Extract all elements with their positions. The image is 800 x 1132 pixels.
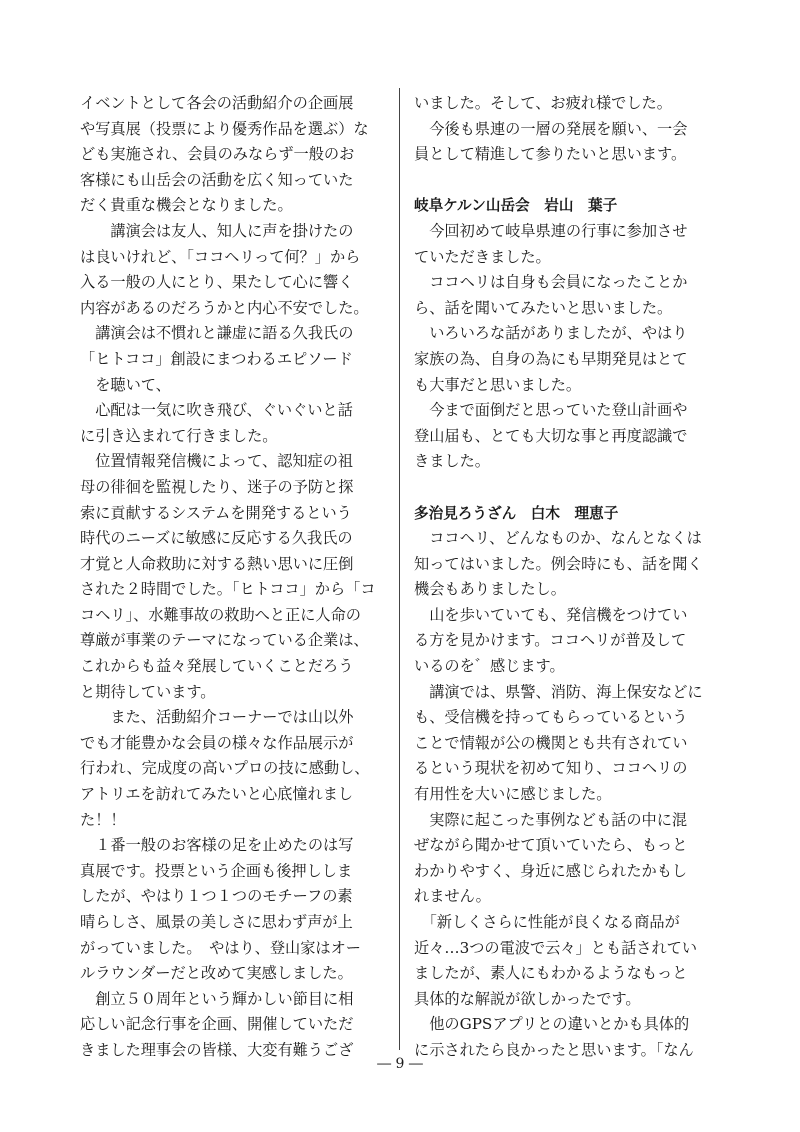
text-line: コヘリ」、水難事故の救助へと正に人命の: [80, 605, 361, 624]
text-line: 知ってはいました。例会時にも、話を聞く: [414, 554, 703, 573]
text-line: がっていました。 やはり、登山家はオー: [80, 938, 361, 957]
text-line: ども実施され、会員のみならず一般のお: [80, 145, 355, 164]
text-line: ら、話を聞いてみたいと思いました。: [414, 298, 673, 317]
text-line: いろいろな話がありましたが、やはり: [414, 324, 688, 343]
text-line: イベントとして各会の活動紹介の企画展: [80, 94, 354, 112]
text-line: 「ヒトココ」創設にまつわるエピソード: [80, 349, 353, 368]
text-line: は良いけれど、「ココヘリって何？」から: [80, 247, 361, 266]
text-line: ココヘリ、どんなものか、なんとなくは: [414, 529, 702, 548]
section-heading-shiraki: 多治見ろうざん 白木 理恵子: [414, 504, 619, 522]
left-column: [80, 91, 385, 1064]
text-line: に示されたら良かったと思います。「なん: [414, 1040, 694, 1059]
text-line: と期待しています。: [80, 682, 216, 701]
text-line: 員として精進して参りたいと思います。: [414, 145, 687, 164]
text-line: だく貴重な機会となりました。: [80, 196, 293, 215]
text-line: いるのを゛感じます。: [414, 657, 565, 676]
text-line: きました理事会の皆様、大変有難うござ: [80, 1040, 354, 1059]
right-column: [414, 91, 724, 1064]
text-line: きました。: [414, 452, 490, 471]
text-line: ルラウンダーだと改めて実感しました。: [80, 964, 353, 983]
text-line: 近々…3つの電波で云々」とも話されてい: [414, 938, 698, 957]
text-line: でも才能豊かな会員の様々な作品展示が: [80, 733, 354, 752]
text-line: 才覚と人命救助に対する熱い思いに圧倒: [80, 554, 354, 573]
text-line: アトリエを訪れてみたいと心底憧れまし: [80, 785, 354, 804]
section-body-shiraki: [414, 526, 724, 1063]
text-line: 実際に起こった事例なども話の中に混: [414, 810, 688, 829]
text-line: 今まで面倒だと思っていた登山計画や: [414, 401, 688, 420]
text-line: いました。そして、お疲れ様でした。: [414, 94, 672, 112]
text-line: 晴らしさ、風景の美しさに思わず声が上: [80, 913, 353, 931]
text-line: 母の徘徊を監視したり、迷子の予防と探: [80, 477, 354, 496]
text-line: 時代のニーズに敏感に反応する久我氏の: [80, 529, 353, 548]
text-line: 真展です。投票という企画も後押ししま: [80, 861, 353, 880]
text-line: も大事だと思いました。: [414, 375, 582, 394]
text-line: された２時間でした。「ヒトココ」から「コ: [80, 580, 376, 599]
text-line: 山を歩いていても、発信機をつけてい: [414, 605, 688, 624]
text-line: 講演会は不慣れと謙虚に語る久我氏の: [80, 324, 354, 343]
text-line: したが、やはり１つ１つのモチーフの素: [80, 887, 353, 906]
text-line: 家族の為、自身の為にも早期発見はとて: [414, 349, 688, 368]
text-line: わかりやすく、身近に感じられたかもし: [414, 861, 688, 880]
text-line: ことで情報が公の機関とも共有されてい: [414, 733, 688, 752]
text-line: 索に貢献するシステムを開発するという: [80, 503, 352, 522]
text-line: 登山届も、とても大切な事と再度認識で: [414, 426, 688, 445]
text-line: も、受信機を持ってもらっているという: [414, 708, 688, 727]
text-line: また、活動紹介コーナーでは山以外: [80, 708, 354, 727]
text-line: に引き込まれて行きました。: [80, 426, 278, 445]
section-heading-iwayama: 岐阜ケルン山岳会 岩山 葉子: [414, 197, 618, 215]
text-line: 創立５０周年という輝かしい節目に相: [80, 989, 354, 1008]
text-line: 具体的な解説が欲しかったです。: [414, 989, 641, 1008]
text-line: 内容があるのだろうかと内心不安でした。: [80, 298, 369, 317]
text-line: ココヘリは自身も会員になったことか: [414, 273, 688, 292]
page-number: ― 9 ―: [377, 1056, 423, 1072]
text-line: 入る一般の人にとり、果たして心に響く: [80, 273, 354, 292]
text-line: れません。: [414, 887, 491, 906]
text-line: 心配は一気に吹き飛び、ぐいぐいと話: [80, 401, 353, 420]
text-line: ていただきました。: [414, 247, 551, 266]
text-line: 位置情報発信機によって、認知症の祖: [80, 452, 354, 471]
text-line: ましたが、素人にもわかるようなもっと: [414, 964, 688, 983]
text-line: 他のGPSアプリとの違いとかも具体的: [414, 1015, 690, 1034]
text-line: 客様にも山岳会の活動を広く知っていた: [80, 170, 354, 189]
text-line: ぜながら聞かせて頂いていたら、もっと: [414, 836, 688, 855]
section-body-iwayama: [414, 219, 724, 475]
text-line: や写真展（投票により優秀作品を選ぶ）な: [80, 119, 369, 138]
text-line: る方を見かけます。ココヘリが普及して: [414, 631, 687, 650]
text-line: 「新しくさらに性能が良くなる商品が: [414, 913, 680, 931]
text-line: 機会もありましたし。: [414, 580, 566, 599]
text-line: 講演会は友人、知人に声を掛けたの: [80, 221, 354, 240]
text-line: 今回初めて岐阜県連の行事に参加させ: [414, 221, 688, 240]
right-intro: [414, 91, 724, 168]
text-line: 有用性を大いに感じました。: [414, 785, 612, 804]
text-line: た！！: [80, 810, 126, 829]
text-line: るという現状を初めて知り、ココヘリの: [414, 759, 688, 778]
text-line: 今後も県連の一層の発展を願い、一会: [414, 119, 688, 138]
text-line: １番一般のお客様の足を止めたのは写: [80, 836, 354, 855]
text-line: 講演では、県警、消防、海上保安などに: [414, 682, 703, 701]
text-line: これからも益々発展していくことだろう: [80, 657, 354, 676]
column-divider: [399, 88, 400, 1050]
text-line: 尊厳が事業のテーマになっている企業は、: [80, 631, 369, 650]
text-line: 行われ、完成度の高いプロの技に感動し、: [80, 759, 370, 778]
text-line: を聴いて、: [80, 375, 171, 394]
text-line: 応しい記念行事を企画、開催していただ: [80, 1015, 354, 1034]
